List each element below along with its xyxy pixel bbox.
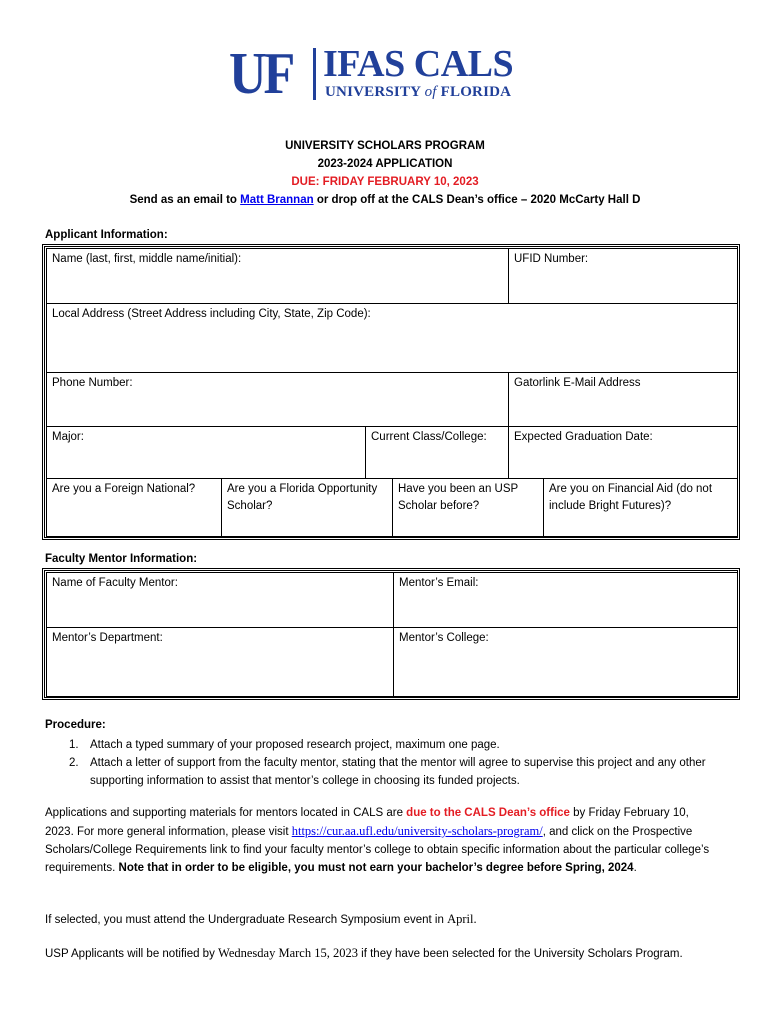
- gatorlink-email-field[interactable]: Gatorlink E-Mail Address: [508, 372, 738, 427]
- eligibility-note: Note that in order to be eligible, you must not earn your bachelor’s degree before Spring, 2024: [118, 862, 634, 874]
- mentor-name-field[interactable]: Name of Faculty Mentor:: [46, 572, 394, 628]
- mentor-college-field[interactable]: Mentor’s College:: [393, 627, 738, 697]
- ufid-field[interactable]: UFID Number:: [508, 248, 738, 304]
- name-field[interactable]: Name (last, first, middle name/initial):: [46, 248, 509, 304]
- mentor-info-table: [42, 568, 740, 700]
- dean-office-emphasis: due to the CALS Dean’s office: [406, 807, 570, 819]
- mentor-section-label: Faculty Mentor Information:: [45, 553, 198, 565]
- logo-ifas-cals: IFAS CALS: [323, 43, 514, 85]
- program-title: UNIVERSITY SCHOLARS PROGRAM: [285, 140, 485, 152]
- notification-note: USP Applicants will be notified by Wednesday March 15, 2023 if they have been selected for the University Scholars Program.: [45, 946, 683, 960]
- graduation-date-field[interactable]: Expected Graduation Date:: [508, 426, 738, 479]
- financial-aid-field[interactable]: Are you on Financial Aid (do not include Bright Futures)?: [543, 478, 738, 537]
- local-address-field[interactable]: Local Address (Street Address including City, State, Zip Code):: [46, 303, 738, 373]
- due-date: DUE: FRIDAY FEBRUARY 10, 2023: [291, 176, 479, 188]
- applications-paragraph: Applications and supporting materials for mentors located in CALS are due to the CALS Dean’s office by Friday February 10, 2023. For more general information, please visit https://cur.aa.ufl.edu/university-scholars-program/, and click on the Prospective Scholars/College Requirements link to find your faculty mentor’s college to obtain specific information about the particular college’s requirements. Note that in order to be eligible, you must not earn your bachelor’s degree before Spring, 2024.: [45, 807, 710, 874]
- send-instructions: Send as an email to Matt Brannan or drop off at the CALS Dean’s office – 2020 McCarty Hall D: [129, 194, 641, 206]
- applicant-info-table: [42, 244, 740, 540]
- procedure-item: 1. Attach a typed summary of your proposed research project, maximum one page.: [69, 739, 500, 751]
- logo-divider: [313, 48, 316, 100]
- matt-brannan-link[interactable]: Matt Brannan: [240, 194, 314, 206]
- mentor-department-field[interactable]: Mentor’s Department:: [46, 627, 394, 697]
- applicant-section-label: Applicant Information:: [45, 229, 168, 241]
- procedure-list: [45, 736, 725, 790]
- application-year: 2023-2024 APPLICATION: [317, 158, 453, 170]
- current-class-field[interactable]: Current Class/College:: [365, 426, 509, 479]
- foreign-national-field[interactable]: Are you a Foreign National?: [46, 478, 222, 537]
- logo-uf-mark: UF: [229, 41, 293, 107]
- major-field[interactable]: Major:: [46, 426, 366, 479]
- phone-field[interactable]: Phone Number:: [46, 372, 509, 427]
- usp-website-link[interactable]: https://cur.aa.ufl.edu/university-scholars-program/: [291, 824, 543, 838]
- florida-opportunity-field[interactable]: Are you a Florida Opportunity Scholar?: [221, 478, 393, 537]
- symposium-note: If selected, you must attend the Undergraduate Research Symposium event in April.: [45, 912, 477, 926]
- procedure-item: 2. Attach a letter of support from the faculty mentor, stating that the mentor will agree to supervise this project and any other supporting information to assist that mentor’s college in choosing its funded projects.: [69, 757, 706, 787]
- procedure-label: Procedure:: [45, 719, 106, 731]
- usp-scholar-field[interactable]: Have you been an USP Scholar before?: [392, 478, 544, 537]
- mentor-email-field[interactable]: Mentor’s Email:: [393, 572, 738, 628]
- uf-ifas-cals-logo: [229, 41, 544, 107]
- logo-university-of-florida: UNIVERSITY of FLORIDA: [325, 84, 512, 100]
